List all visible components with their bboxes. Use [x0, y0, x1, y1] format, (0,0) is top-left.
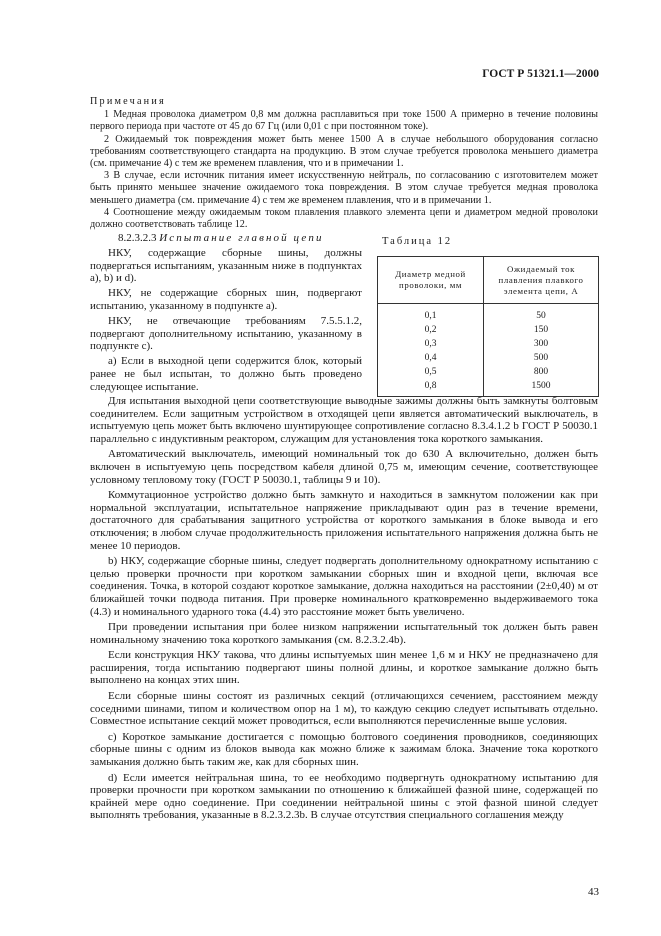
paragraph: Для испытания выходной цепи соответствующие выводные зажимы должны быть замкнуты болтовым соединителем. Если защитным устройством в отходящей цепи является автоматический выключатель, в испытуемую цепь может быть включено шунтирующее сопротивление согласно 8.3.4.1.2 b ГОСТ Р 50030.1 параллельно с индуктивным реактором, служащим для установления тока короткого замыкания. [90, 395, 598, 445]
data-table [377, 256, 599, 397]
paragraph: При проведении испытания при более низком напряжении испытательный ток должен быть равен номинальному значению тока короткого замыкания (см. 8.2.3.2.4b). [90, 621, 598, 646]
paragraph: НКУ, содержащие сборные шины, должны подвергаться испытаниям, указанным ниже в подпунктах а), b) и d). [90, 246, 362, 285]
paragraph: b) НКУ, содержащие сборные шины, следует подвергать дополнительному однократному испытанию с целью проверки прочности при коротком замыкании сборных шин и входной цепи, включая все соединения. Точка, в которой создают короткое замыкание, должна находиться на расстоянии (2±0,40) м от ближайшей точки подвода питания. При проверке номинального кратковременно выдерживаемого тока (4.3) и номинального ударного тока (4.4) это расстояние может быть увеличено. [90, 555, 598, 618]
section-heading [90, 232, 362, 245]
table-cell: 1500 [484, 379, 599, 397]
table-header-row [378, 257, 599, 304]
note-item: 4 Соотношение между ожидаемым током плавления плавкого элемента цепи и диаметром медной проволоки должно соответствовать таблице 12. [90, 206, 598, 231]
table-cell: 0,1 [378, 304, 484, 324]
main-text [90, 395, 598, 825]
paragraph: НКУ, не отвечающие требованиям 7.5.5.1.2, подвергают дополнительному испытанию, указанному в подпункте с). [90, 314, 362, 353]
table-row [378, 351, 599, 365]
table-row [378, 379, 599, 397]
table-cell: 300 [484, 337, 599, 351]
table-row [378, 323, 599, 337]
table-row [378, 304, 599, 324]
table-row [378, 337, 599, 351]
table-cell: 500 [484, 351, 599, 365]
left-column [90, 232, 362, 396]
section-number: 8.2.3.2.3 [118, 232, 157, 244]
page-number: 43 [588, 886, 599, 898]
table-cell: 0,8 [378, 379, 484, 397]
table-title: Таблица 12 [382, 236, 453, 247]
table-cell: 0,4 [378, 351, 484, 365]
table-cell: 150 [484, 323, 599, 337]
paragraph: с) Короткое замыкание достигается с помощью болтового соединения проводников, соединяющих сборные шины с одним из блоков вывода как можно ближе к зажимам блока. Значение тока короткого замыкания должно быть таким же, как для сборных шин. [90, 730, 598, 769]
paragraph: Коммутационное устройство должно быть замкнуто и находиться в замкнутом положении как при нормальной эксплуатации, испытательное напряжение прикладывают один раз в течение времени, достаточного для срабатывания защитного устройства от короткого замыкания в блоке вывода и его отключения; в любом случае продолжительность приложения испытательного напряжения должна быть не менее 10 периодов. [90, 489, 598, 552]
paragraph: d) Если имеется нейтральная шина, то ее необходимо подвергнуть однократному испытанию для проверки прочности при коротком замыкании по отношению к ближайшей фазной шине, содержащей по крайней мере одно соединение. При соединении нейтральной шины с этой фазной шиной следует выполнять требования, указанные в 8.2.3.2.3b. В случае отсутствия специального соглашения между [90, 771, 598, 822]
table-row [378, 365, 599, 379]
paragraph: а) Если в выходной цепи содержится блок, который ранее не был испытан, то должно быть проведено следующее испытание. [90, 355, 362, 393]
paragraph: Автоматический выключатель, имеющий номинальный ток до 630 А включительно, должен быть включен в испытуемую цепь посредством кабеля длиной 0,75 м, имеющим сечение, соответствующее условному тепловому току (ГОСТ Р 50030.1, таблицы 9 и 10). [90, 448, 598, 486]
notes-block [90, 96, 598, 231]
table-cell: 800 [484, 365, 599, 379]
paragraph: Если конструкция НКУ такова, что длины испытуемых шин менее 1,6 м и НКУ не предназначено для расширения, тогда испытанию подвергают шины полной длины, и короткое замыкание должно быть выполнено на концах этих шин. [90, 649, 598, 687]
document-header: ГОСТ Р 51321.1—2000 [482, 68, 599, 80]
paragraph: НКУ, не содержащие сборных шин, подвергают испытанию, указанному в подпункте а). [90, 287, 362, 312]
section-title: Испытание главной цепи [159, 232, 324, 244]
table-cell: 0,2 [378, 323, 484, 337]
table-header-cell: Ожидаемый ток плавления плавкого элемента цепи, А [484, 257, 599, 304]
note-item: 1 Медная проволока диаметром 0,8 мм должна расплавиться при токе 1500 А примерно в течение половины первого периода при частоте от 45 до 67 Гц (или 0,01 с при постоянном токе). [90, 109, 598, 133]
paragraph: Если сборные шины состоят из различных секций (отличающихся сечением, расстоянием между соседними шинами, типом и количеством опор на 1 м), то каждую секцию следует испытывать отдельно. Совместное испытание секций может проводиться, если выполняются перечисленные выше условия. [90, 690, 598, 728]
notes-title: Примечания [90, 96, 166, 107]
table-header-cell: Диаметр медной проволоки, мм [378, 257, 484, 304]
table-cell: 0,5 [378, 365, 484, 379]
table-cell: 0,3 [378, 337, 484, 351]
table-cell: 50 [484, 304, 599, 324]
note-item: 3 В случае, если источник питания имеет искусственную нейтраль, по согласованию с изготовителем может быть принято меньшее значение ожидаемого тока повреждения. В этом случае требуется медная проволока меньшего диаметра (см. примечание 4) с тем же временем плавления, что и в примечании 1. [90, 170, 598, 206]
note-item: 2 Ожидаемый ток повреждения может быть менее 1500 А в случае небольшого оборудования согласно требованиям соответствующего стандарта на продукцию. В этом случае требуется проволока меньшего диаметра (см. примечание 4) с тем же временем плавления, что и в примечании 1. [90, 133, 598, 170]
